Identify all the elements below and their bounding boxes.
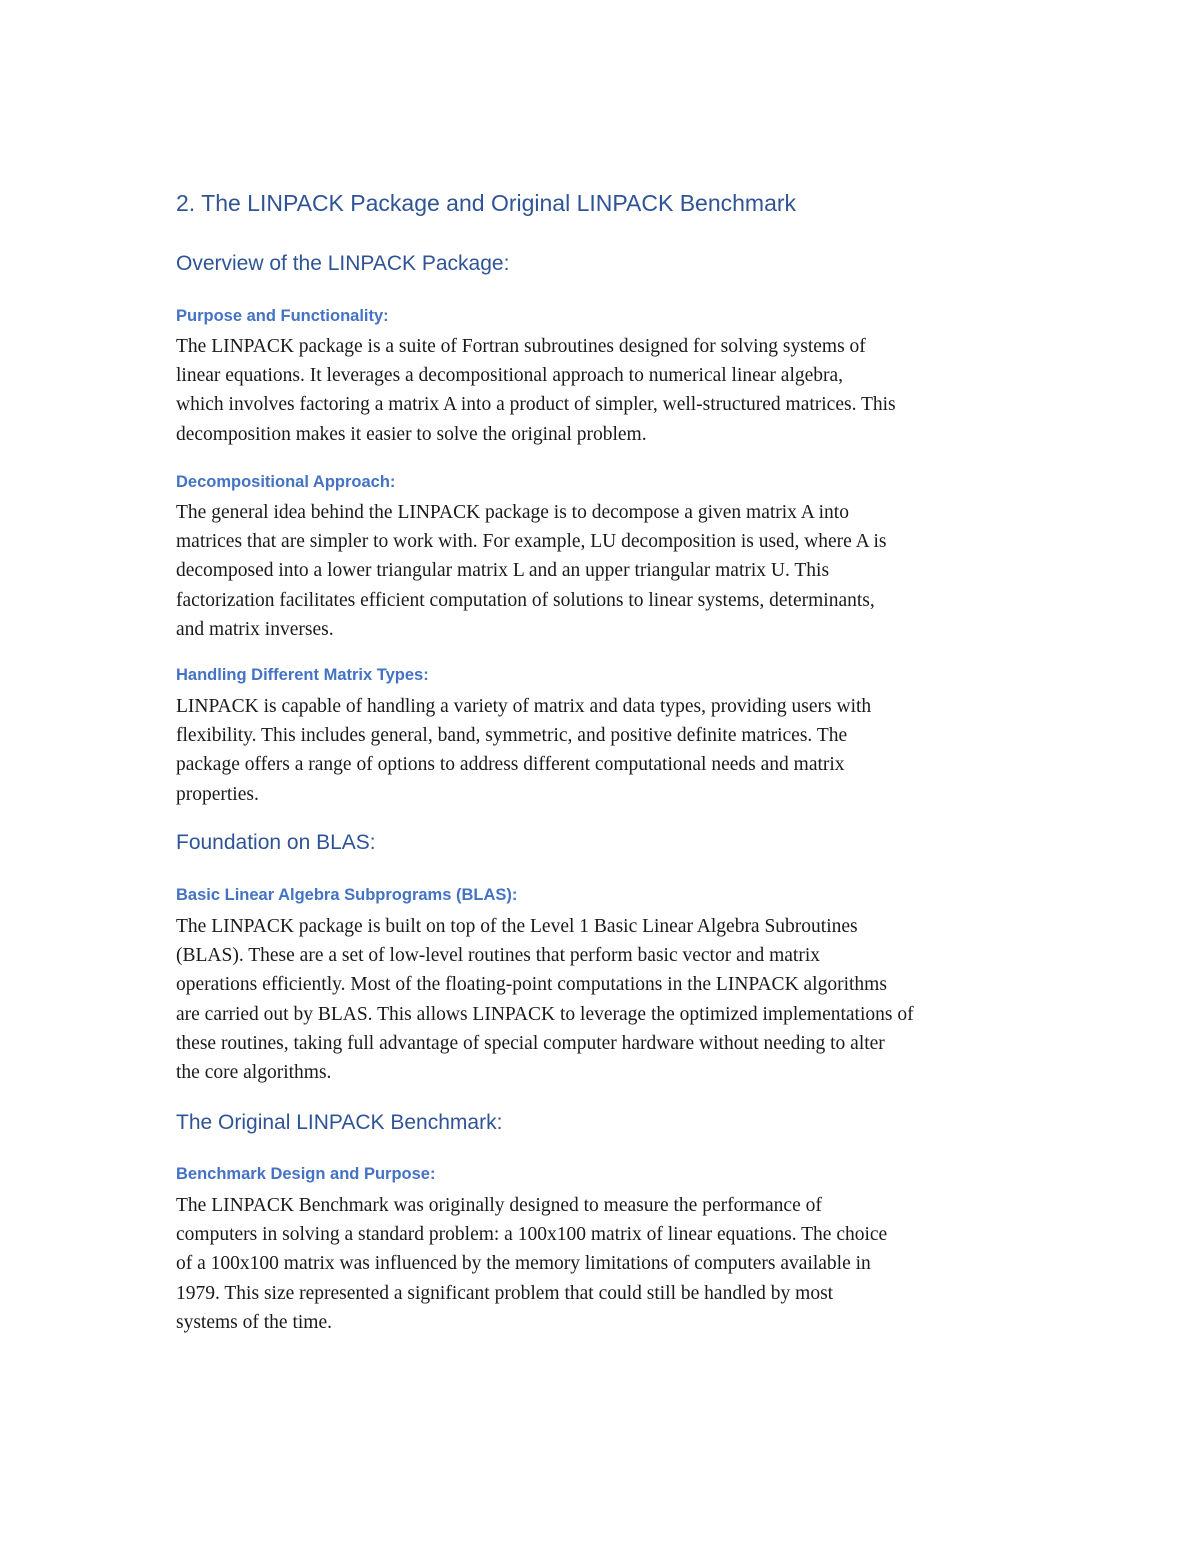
paragraph-blas <box>176 912 1036 1087</box>
paragraph-line: LINPACK is capable of handling a variety of matrix and data types, providing users with <box>176 696 872 717</box>
paragraph-decompositional-approach <box>176 498 1036 644</box>
paragraph-line: factorization facilitates efficient computation of solutions to linear systems, determinants, <box>176 589 875 611</box>
section-heading-blas: Foundation on BLAS: <box>176 831 376 854</box>
subheading-blas: Basic Linear Algebra Subprograms (BLAS): <box>176 886 518 904</box>
paragraph-line: the core algorithms. <box>176 1062 332 1084</box>
paragraph-line: operations efficiently. Most of the floating-point computations in the LINPACK algorithms <box>176 974 887 996</box>
paragraph-line: package offers a range of options to address different computational needs and matrix <box>176 754 845 776</box>
section-heading-original-benchmark: The Original LINPACK Benchmark: <box>176 1111 503 1134</box>
paragraph-line: The LINPACK Benchmark was originally designed to measure the performance of <box>176 1195 822 1216</box>
subheading-decompositional-approach: Decompositional Approach: <box>176 473 396 491</box>
paragraph-line: which involves factoring a matrix A into a product of simpler, well-structured matrices. This <box>176 394 896 416</box>
paragraph-benchmark-design <box>176 1191 1036 1337</box>
paragraph-line: The LINPACK package is built on top of the Level 1 Basic Linear Algebra Subroutines <box>176 916 858 937</box>
paragraph-line: (BLAS). These are a set of low-level routines that perform basic vector and matrix <box>176 945 821 967</box>
paragraph-line: The LINPACK package is a suite of Fortran subroutines designed for solving systems of <box>176 336 866 357</box>
subheading-matrix-types: Handling Different Matrix Types: <box>176 666 429 684</box>
paragraph-line: these routines, taking full advantage of special computer hardware without needing to alter <box>176 1032 885 1054</box>
paragraph-matrix-types <box>176 692 1036 809</box>
paragraph-line: computers in solving a standard problem: a 100x100 matrix of linear equations. The choice <box>176 1224 888 1246</box>
paragraph-line: decomposition makes it easier to solve the original problem. <box>176 423 647 445</box>
document-title: 2. The LINPACK Package and Original LINPACK Benchmark <box>176 190 797 216</box>
paragraph-line: flexibility. This includes general, band, symmetric, and positive definite matrices. The <box>176 725 848 747</box>
paragraph-line: are carried out by BLAS. This allows LINPACK to leverage the optimized implementations of <box>176 1003 914 1025</box>
paragraph-line: decomposed into a lower triangular matrix L and an upper triangular matrix U. This <box>176 560 830 582</box>
subheading-purpose-functionality: Purpose and Functionality: <box>176 307 389 325</box>
paragraph-line: and matrix inverses. <box>176 618 334 640</box>
paragraph-line: The general idea behind the LINPACK package is to decompose a given matrix A into <box>176 502 849 523</box>
paragraph-line: matrices that are simpler to work with. For example, LU decomposition is used, where A is <box>176 531 887 553</box>
paragraph-line: properties. <box>176 783 259 805</box>
subheading-benchmark-design: Benchmark Design and Purpose: <box>176 1165 436 1183</box>
paragraph-purpose-functionality <box>176 332 1036 449</box>
paragraph-line: of a 100x100 matrix was influenced by the memory limitations of computers available in <box>176 1253 871 1275</box>
paragraph-line: linear equations. It leverages a decompositional approach to numerical linear algebra, <box>176 365 844 387</box>
paragraph-line: systems of the time. <box>176 1311 332 1333</box>
paragraph-line: 1979. This size represented a significant problem that could still be handled by most <box>176 1282 834 1304</box>
section-heading-overview: Overview of the LINPACK Package: <box>176 252 510 275</box>
